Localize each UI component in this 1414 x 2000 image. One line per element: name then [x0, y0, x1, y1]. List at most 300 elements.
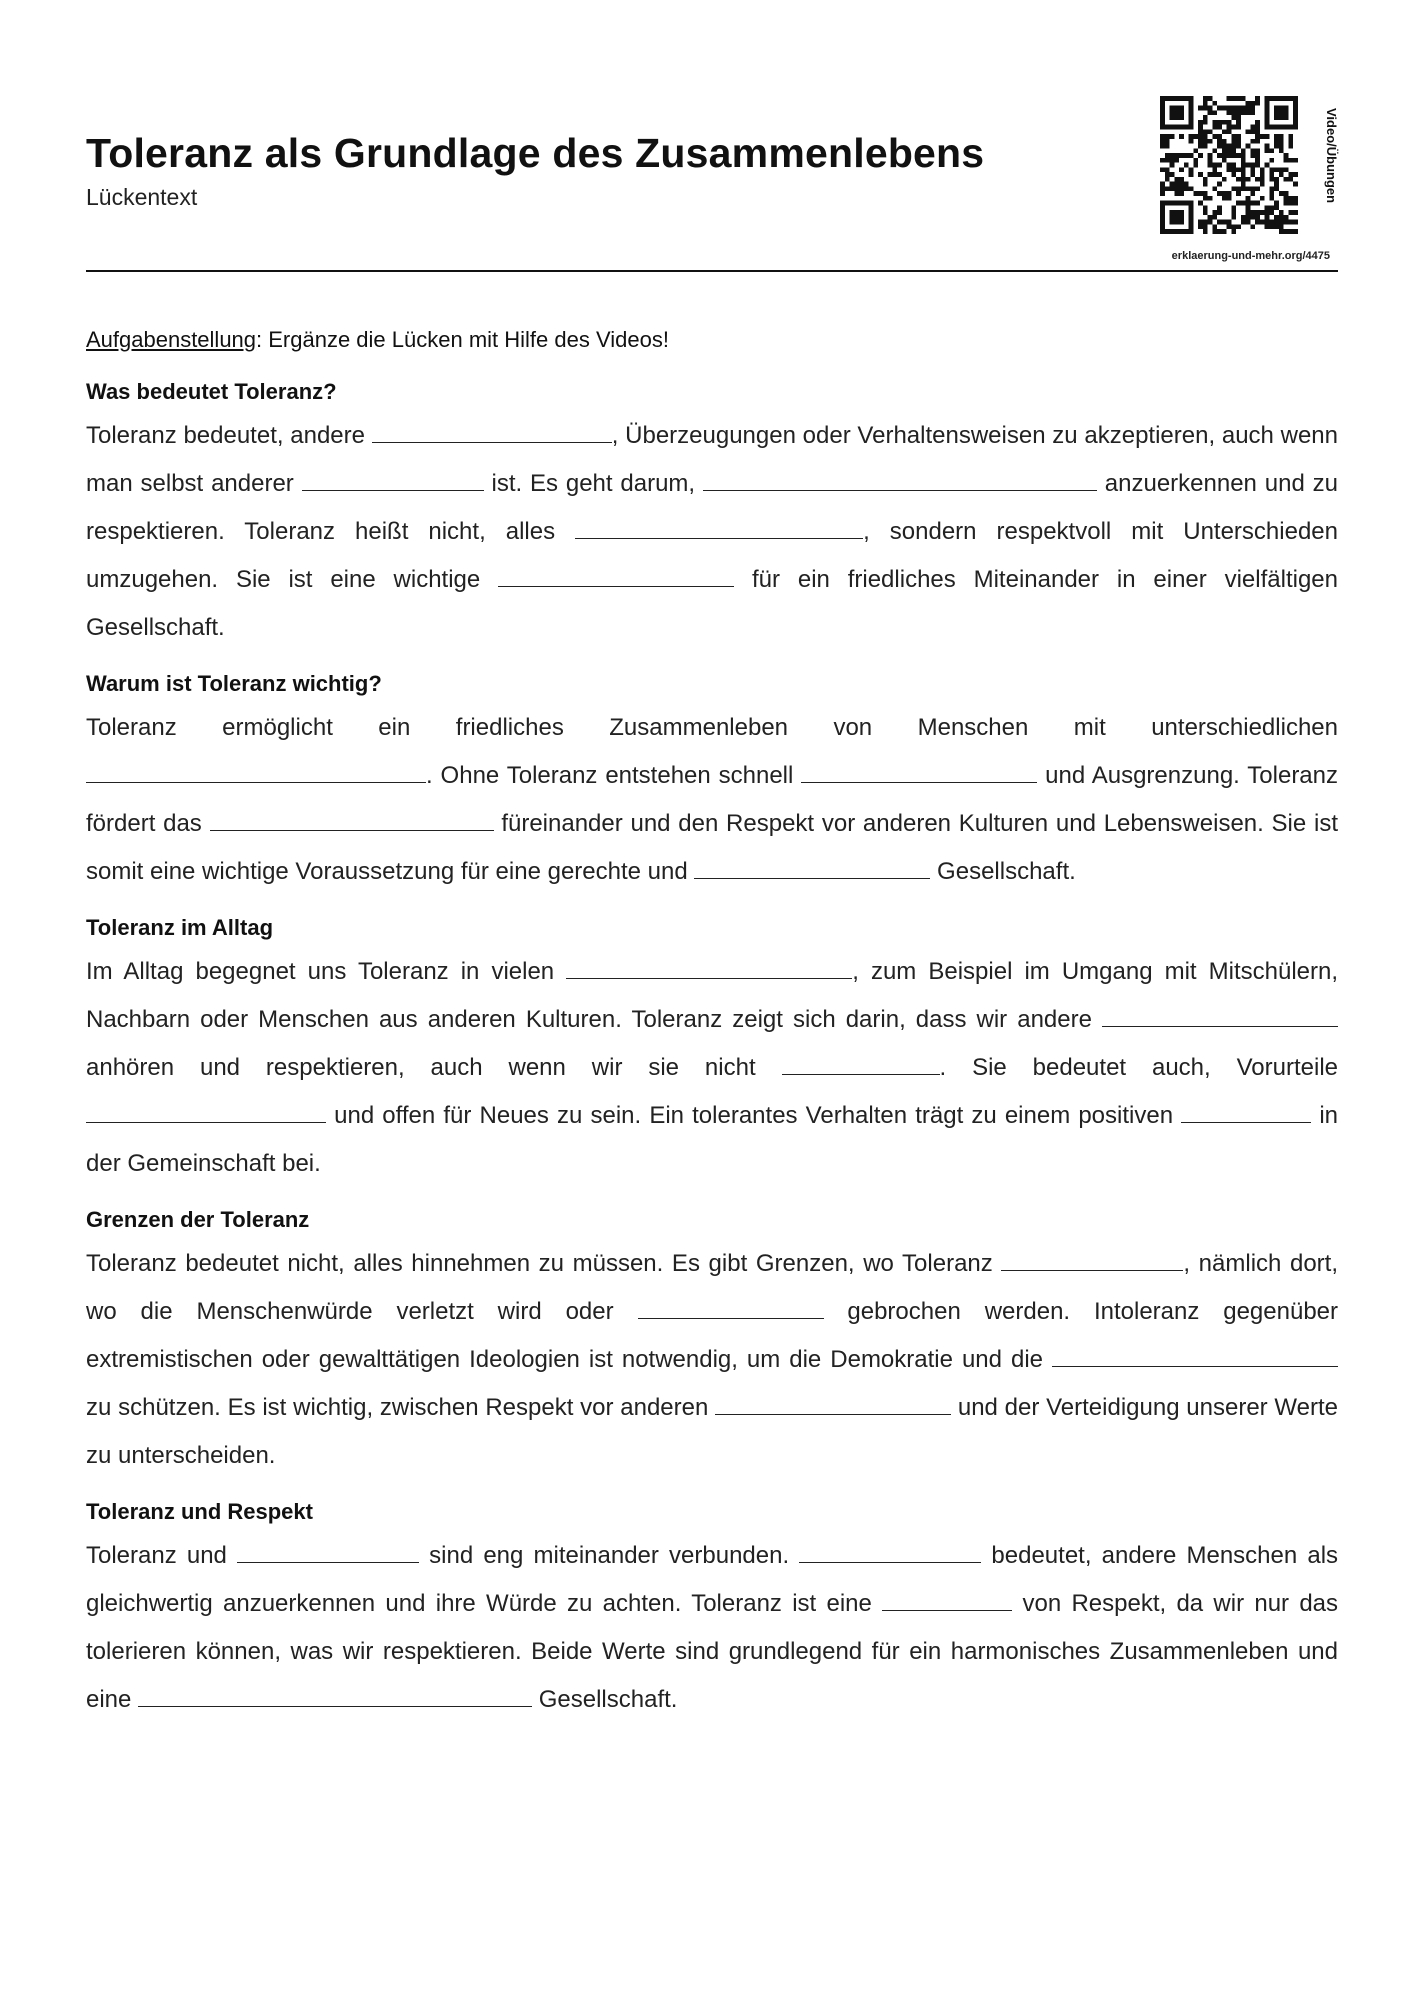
qr-module [1189, 96, 1194, 101]
qr-module [1217, 205, 1222, 210]
qr-module [1246, 101, 1251, 106]
qr-module [1174, 177, 1179, 182]
qr-module [1189, 125, 1194, 130]
qr-module [1279, 139, 1284, 144]
qr-module [1293, 220, 1298, 225]
text-segment: von Respekt, da wir nur das tolerieren können, was wir respektieren. Beide Werte sind grundlegend für ein harmonisches Zusammenleben und eine [86, 1590, 1339, 1713]
qr-module [1293, 229, 1298, 234]
blank-line[interactable] [86, 762, 426, 783]
blank-line[interactable] [372, 422, 612, 443]
qr-module [1174, 220, 1179, 225]
qr-module [1265, 205, 1270, 210]
qr-module [1217, 139, 1222, 144]
qr-module [1208, 139, 1213, 144]
qr-module [1203, 220, 1208, 225]
qr-module [1212, 172, 1217, 177]
qr-module [1236, 106, 1241, 111]
qr-module [1222, 220, 1227, 225]
qr-module [1231, 153, 1236, 158]
qr-module [1274, 182, 1279, 187]
qr-module [1179, 201, 1184, 206]
qr-module [1269, 210, 1274, 215]
qr-module [1284, 167, 1289, 172]
qr-module [1241, 106, 1246, 111]
qr-module [1170, 172, 1175, 177]
qr-module [1231, 229, 1236, 234]
qr-module [1184, 163, 1189, 168]
qr-module [1189, 220, 1194, 225]
video-exercises-label: Video/Übungen [1324, 108, 1339, 204]
qr-module [1236, 191, 1241, 196]
qr-module [1269, 196, 1274, 201]
qr-module [1217, 125, 1222, 130]
qr-module [1250, 125, 1255, 130]
qr-module [1165, 96, 1170, 101]
qr-module [1160, 186, 1165, 191]
qr-module [1236, 153, 1241, 158]
blank-line[interactable] [575, 518, 863, 539]
qr-module [1274, 224, 1279, 229]
qr-module [1217, 163, 1222, 168]
qr-module [1189, 115, 1194, 120]
blank-line[interactable] [782, 1054, 940, 1075]
text-segment: und offen für Neues zu sein. Ein tolerantes Verhalten trägt zu einem positiven [334, 1102, 1174, 1129]
qr-module [1179, 153, 1184, 158]
qr-module [1198, 172, 1203, 177]
section-heading: Was bedeutet Toleranz? [86, 379, 337, 404]
qr-module [1203, 224, 1208, 229]
qr-module [1198, 120, 1203, 125]
qr-module [1231, 167, 1236, 172]
qr-module [1203, 139, 1208, 144]
qr-module [1189, 210, 1194, 215]
qr-module [1269, 186, 1274, 191]
text-segment: , Überzeugungen oder Verhaltensweisen zu akzeptieren, auch wenn man selbst anderer [86, 422, 1338, 497]
qr-module [1255, 201, 1260, 206]
qr-module [1189, 224, 1194, 229]
section-heading: Warum ist Toleranz wichtig? [86, 671, 382, 696]
text-segment: in der Gemeinschaft bei. [86, 1102, 1339, 1177]
qr-module [1279, 106, 1284, 111]
qr-module [1184, 96, 1189, 101]
qr-module [1269, 177, 1274, 182]
qr-module [1227, 144, 1232, 149]
qr-module [1174, 186, 1179, 191]
qr-module [1179, 215, 1184, 220]
qr-module [1212, 148, 1217, 153]
qr-module [1236, 125, 1241, 130]
qr-module [1284, 191, 1289, 196]
qr-module [1265, 215, 1270, 220]
qr-module [1241, 167, 1246, 172]
qr-module [1165, 125, 1170, 130]
qr-module [1222, 129, 1227, 134]
qr-module [1236, 186, 1241, 191]
qr-module [1170, 158, 1175, 163]
qr-module [1246, 205, 1251, 210]
qr-module [1212, 125, 1217, 130]
qr-module [1269, 148, 1274, 153]
qr-module [1293, 210, 1298, 215]
qr-module [1293, 158, 1298, 163]
qr-module [1255, 220, 1260, 225]
qr-module [1174, 153, 1179, 158]
qr-module [1193, 148, 1198, 153]
qr-module [1227, 110, 1232, 115]
qr-module [1160, 139, 1165, 144]
qr-module [1170, 163, 1175, 168]
qr-module [1279, 220, 1284, 225]
qr-module [1246, 210, 1251, 215]
text-segment: Toleranz bedeutet nicht, alles hinnehmen zu müssen. Es gibt Grenzen, wo Toleranz [86, 1250, 993, 1277]
qr-module [1227, 129, 1232, 134]
qr-module [1231, 205, 1236, 210]
blank-line[interactable] [86, 1102, 326, 1123]
qr-module [1255, 153, 1260, 158]
qr-module [1250, 153, 1255, 158]
qr-module [1193, 163, 1198, 168]
text-segment: anhören und respektieren, auch wenn wir sie nicht [86, 1054, 756, 1081]
qr-module [1274, 110, 1279, 115]
blank-line[interactable] [1181, 1102, 1311, 1123]
qr-module [1165, 177, 1170, 182]
text-segment: , nämlich dort, wo die Menschenwürde verletzt wird oder [86, 1250, 1339, 1325]
qr-module [1288, 229, 1293, 234]
qr-module [1241, 153, 1246, 158]
blank-line[interactable] [703, 470, 1097, 491]
qr-module [1227, 148, 1232, 153]
qr-module [1288, 177, 1293, 182]
qr-module [1222, 148, 1227, 153]
qr-module [1170, 215, 1175, 220]
qr-module [1227, 120, 1232, 125]
qr-module [1227, 191, 1232, 196]
blank-line[interactable] [1052, 1346, 1338, 1367]
qr-module [1284, 229, 1289, 234]
qr-module [1279, 134, 1284, 139]
qr-module [1246, 201, 1251, 206]
qr-module [1260, 167, 1265, 172]
qr-module [1231, 106, 1236, 111]
qr-module [1260, 182, 1265, 187]
qr-module [1203, 96, 1208, 101]
qr-module [1255, 186, 1260, 191]
qr-module [1241, 148, 1246, 153]
qr-module [1250, 172, 1255, 177]
qr-module [1288, 196, 1293, 201]
qr-module [1184, 153, 1189, 158]
qr-module [1269, 96, 1274, 101]
text-segment: . Ohne Toleranz entstehen schnell [426, 762, 794, 789]
qr-module [1236, 139, 1241, 144]
task-instruction [86, 322, 1338, 358]
text-segment: Toleranz bedeutet, andere [86, 422, 365, 449]
qr-module [1284, 110, 1289, 115]
qr-module [1189, 153, 1194, 158]
qr-module [1288, 125, 1293, 130]
blank-line[interactable] [498, 566, 734, 587]
qr-module [1284, 153, 1289, 158]
qr-module [1269, 205, 1274, 210]
qr-module [1160, 101, 1165, 106]
qr-module [1231, 134, 1236, 139]
qr-module [1222, 229, 1227, 234]
qr-module [1231, 224, 1236, 229]
blank-line[interactable] [694, 858, 930, 879]
qr-module [1260, 220, 1265, 225]
qr-module [1217, 120, 1222, 125]
qr-module [1269, 224, 1274, 229]
qr-module [1170, 134, 1175, 139]
source-url: erklaerung-und-mehr.org/4475 [1171, 250, 1330, 262]
qr-module [1184, 125, 1189, 130]
text-segment: füreinander und den Respekt vor anderen Kulturen und Lebensweisen. Sie ist somit eine wichtige Voraussetzung für eine gerechte und [86, 810, 1338, 885]
qr-module [1279, 215, 1284, 220]
blank-line[interactable] [138, 1686, 532, 1707]
qr-module [1279, 210, 1284, 215]
qr-module [1265, 210, 1270, 215]
qr-module [1288, 144, 1293, 149]
qr-module [1203, 196, 1208, 201]
qr-module [1288, 210, 1293, 215]
qr-module [1203, 182, 1208, 187]
section-text [86, 412, 1338, 652]
qr-module [1193, 134, 1198, 139]
qr-module [1236, 201, 1241, 206]
qr-module [1274, 125, 1279, 130]
qr-module [1265, 220, 1270, 225]
qr-module [1208, 215, 1213, 220]
qr-module [1198, 153, 1203, 158]
qr-module [1265, 125, 1270, 130]
qr-module [1284, 215, 1289, 220]
blank-line[interactable] [566, 958, 852, 979]
qr-module [1208, 158, 1213, 163]
qr-module [1284, 158, 1289, 163]
qr-module [1203, 144, 1208, 149]
qr-module [1170, 153, 1175, 158]
qr-module [1160, 215, 1165, 220]
qr-module [1236, 110, 1241, 115]
qr-module [1236, 224, 1241, 229]
qr-module [1203, 106, 1208, 111]
qr-module [1174, 125, 1179, 130]
qr-module [1179, 191, 1184, 196]
qr-module [1269, 167, 1274, 172]
qr-module [1184, 229, 1189, 234]
qr-module [1293, 201, 1298, 206]
qr-module [1203, 229, 1208, 234]
qr-module [1279, 167, 1284, 172]
header-divider [86, 270, 1338, 272]
qr-module [1288, 139, 1293, 144]
blank-line[interactable] [237, 1542, 419, 1563]
qr-module [1165, 201, 1170, 206]
qr-module [1189, 205, 1194, 210]
qr-module [1179, 210, 1184, 215]
qr-module [1274, 115, 1279, 120]
qr-module [1279, 110, 1284, 115]
blank-line[interactable] [799, 1542, 981, 1563]
section-text [86, 704, 1338, 896]
qr-module [1160, 167, 1165, 172]
qr-module [1203, 134, 1208, 139]
section-everyday [86, 908, 1338, 1188]
qr-module [1274, 144, 1279, 149]
qr-module [1222, 120, 1227, 125]
qr-module [1217, 182, 1222, 187]
qr-module [1269, 220, 1274, 225]
qr-module [1174, 229, 1179, 234]
qr-module [1293, 96, 1298, 101]
text-segment: bedeutet, andere Menschen als gleichwertig anzuerkennen und ihre Würde zu achten. Toleranz ist eine [86, 1542, 1339, 1617]
blank-line[interactable] [638, 1298, 824, 1319]
qr-module [1160, 125, 1165, 130]
text-segment: Toleranz und [86, 1542, 227, 1569]
qr-module [1203, 205, 1208, 210]
qr-module [1260, 210, 1265, 215]
text-segment: und der Verteidigung unserer Werte zu unterscheiden. [86, 1394, 1339, 1469]
qr-module [1241, 220, 1246, 225]
qr-module [1165, 134, 1170, 139]
text-segment: anzuerkennen und zu respektieren. Toleranz heißt nicht, alles [86, 470, 1338, 545]
blank-line[interactable] [801, 762, 1037, 783]
qr-module [1255, 129, 1260, 134]
qr-module [1284, 125, 1289, 130]
qr-module [1179, 106, 1184, 111]
text-segment: für ein friedliches Miteinander in einer vielfältigen Gesellschaft. [86, 566, 1339, 641]
qr-module [1179, 125, 1184, 130]
qr-module [1198, 220, 1203, 225]
section-heading: Toleranz und Respekt [86, 1499, 313, 1524]
qr-module [1179, 186, 1184, 191]
qr-module [1269, 125, 1274, 130]
qr-module [1227, 163, 1232, 168]
qr-module [1227, 196, 1232, 201]
qr-module [1279, 125, 1284, 130]
blank-line[interactable] [882, 1590, 1012, 1611]
qr-module [1217, 191, 1222, 196]
task-label: Aufgabenstellung [86, 327, 257, 352]
qr-module [1184, 201, 1189, 206]
qr-module [1222, 191, 1227, 196]
qr-module [1279, 115, 1284, 120]
qr-module [1279, 224, 1284, 229]
qr-module [1170, 210, 1175, 215]
qr-module [1265, 115, 1270, 120]
qr-module [1250, 224, 1255, 229]
qr-module [1231, 210, 1236, 215]
qr-module [1241, 163, 1246, 168]
qr-module [1217, 144, 1222, 149]
qr-module [1227, 220, 1232, 225]
qr-module [1203, 120, 1208, 125]
qr-module [1189, 101, 1194, 106]
blank-line[interactable] [1102, 1006, 1338, 1027]
qr-module [1189, 201, 1194, 206]
blank-line[interactable] [302, 470, 484, 491]
qr-module [1250, 101, 1255, 106]
qr-module [1165, 172, 1170, 177]
qr-module [1236, 120, 1241, 125]
blank-line[interactable] [210, 810, 494, 831]
qr-module [1279, 144, 1284, 149]
qr-module [1284, 201, 1289, 206]
qr-module [1174, 106, 1179, 111]
qr-module [1279, 96, 1284, 101]
qr-module [1288, 172, 1293, 177]
qr-module [1212, 210, 1217, 215]
qr-module [1265, 224, 1270, 229]
qr-module [1222, 106, 1227, 111]
qr-module [1227, 106, 1232, 111]
qr-module [1246, 220, 1251, 225]
qr-module [1279, 148, 1284, 153]
qr-module [1160, 201, 1165, 206]
blank-line[interactable] [715, 1394, 951, 1415]
qr-module [1208, 196, 1213, 201]
qr-module [1246, 110, 1251, 115]
text-segment: Im Alltag begegnet uns Toleranz in vielen [86, 958, 555, 985]
qr-module [1174, 210, 1179, 215]
qr-module [1236, 144, 1241, 149]
qr-module [1231, 144, 1236, 149]
qr-module [1198, 139, 1203, 144]
qr-module [1227, 125, 1232, 130]
qr-module [1198, 191, 1203, 196]
section-heading: Toleranz im Alltag [86, 915, 274, 940]
section-heading: Grenzen der Toleranz [86, 1207, 310, 1232]
qr-module [1203, 101, 1208, 106]
qr-module [1246, 106, 1251, 111]
qr-module [1236, 115, 1241, 120]
qr-module [1165, 144, 1170, 149]
qr-module [1293, 106, 1298, 111]
qr-module [1212, 224, 1217, 229]
qr-module [1170, 186, 1175, 191]
blank-line[interactable] [1001, 1250, 1183, 1271]
qr-module [1170, 220, 1175, 225]
qr-module [1170, 106, 1175, 111]
qr-module [1189, 229, 1194, 234]
qr-module [1293, 125, 1298, 130]
qr-module [1241, 201, 1246, 206]
text-segment: , zum Beispiel im Umgang mit Mitschülern, Nachbarn oder Menschen aus anderen Kulturen. Toleranz zeigt sich darin, dass wir andere [86, 958, 1339, 1033]
qr-module [1236, 177, 1241, 182]
qr-module [1241, 177, 1246, 182]
qr-module [1189, 106, 1194, 111]
qr-code-icon [1160, 96, 1298, 234]
qr-module [1231, 139, 1236, 144]
qr-module [1170, 96, 1175, 101]
qr-module [1246, 163, 1251, 168]
qr-module [1255, 120, 1260, 125]
qr-module [1160, 182, 1165, 187]
qr-module [1217, 106, 1222, 111]
qr-module [1212, 186, 1217, 191]
qr-module [1212, 229, 1217, 234]
qr-module [1203, 129, 1208, 134]
section-text [86, 1240, 1338, 1480]
qr-module [1293, 110, 1298, 115]
qr-module [1241, 110, 1246, 115]
qr-module [1274, 205, 1279, 210]
qr-module [1265, 163, 1270, 168]
qr-module [1212, 110, 1217, 115]
qr-module [1260, 196, 1265, 201]
qr-module [1222, 144, 1227, 149]
qr-module [1222, 139, 1227, 144]
